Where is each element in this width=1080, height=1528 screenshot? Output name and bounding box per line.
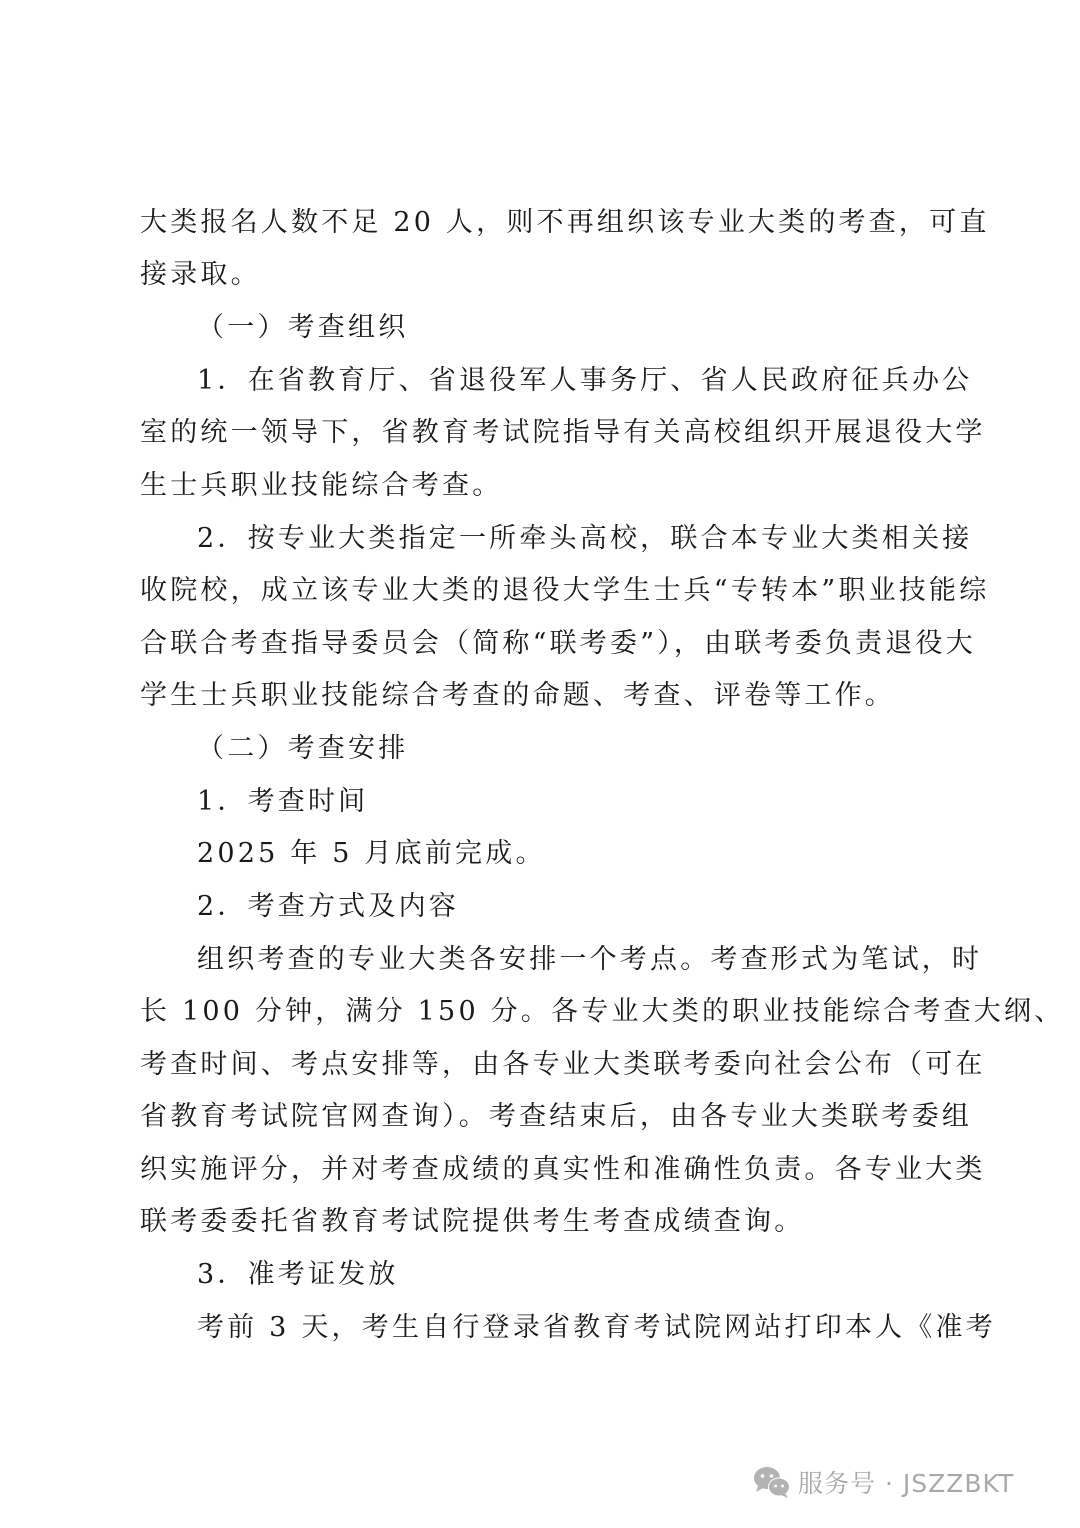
paragraph-line: 织实施评分，并对考查成绩的真实性和准确性负责。各专业大类 — [140, 1154, 986, 1185]
paragraph-line: 1．在省教育厅、省退役军人事务厅、省人民政府征兵办公 — [197, 365, 973, 396]
watermark — [752, 1464, 1014, 1500]
paragraph-line: 考前 3 天，考生自行登录省教育考试院网站打印本人《准考 — [197, 1312, 996, 1343]
paragraph-line: 组织考查的专业大类各安排一个考点。考查形式为笔试，时 — [197, 944, 983, 975]
section-heading: （一）考查组织 — [197, 312, 409, 343]
watermark-text: 服务号 · JSZZBKT — [798, 1469, 1015, 1498]
section-heading: （二）考查安排 — [197, 733, 409, 764]
paragraph-line: 联考委委托省教育考试院提供考生考查成绩查询。 — [140, 1206, 805, 1237]
paragraph-line: 接录取。 — [140, 259, 261, 290]
paragraph-line: 室的统一领导下，省教育考试院指导有关高校组织开展退役大学 — [140, 417, 986, 448]
paragraph-line: 大类报名人数不足 20 人，则不再组织该专业大类的考查，可直 — [140, 207, 990, 238]
subsection-heading: 2．考查方式及内容 — [197, 891, 459, 922]
paragraph-line: 省教育考试院官网查询）。考查结束后，由各专业大类联考委组 — [140, 1101, 973, 1132]
paragraph-line: 长 100 分钟，满分 150 分。各专业大类的职业技能综合考查大纲、 — [140, 996, 1065, 1027]
paragraph-line: 生士兵职业技能综合考查。 — [140, 470, 503, 501]
wechat-icon — [752, 1465, 792, 1499]
paragraph-line: 合联合考查指导委员会（简称“联考委”），由联考委负责退役大 — [140, 628, 976, 659]
subsection-heading: 1．考查时间 — [197, 786, 369, 817]
paragraph-line: 考查时间、考点安排等，由各专业大类联考委向社会公布（可在 — [140, 1049, 986, 1080]
paragraph-line: 收院校，成立该专业大类的退役大学生士兵“专转本”职业技能综 — [140, 575, 990, 606]
paragraph-line: 学生士兵职业技能综合考查的命题、考查、评卷等工作。 — [140, 680, 895, 711]
paragraph-line: 2025 年 5 月底前完成。 — [197, 838, 546, 869]
paragraph-line: 2．按专业大类指定一所牵头高校，联合本专业大类相关接 — [197, 523, 973, 554]
subsection-heading: 3．准考证发放 — [197, 1259, 399, 1290]
